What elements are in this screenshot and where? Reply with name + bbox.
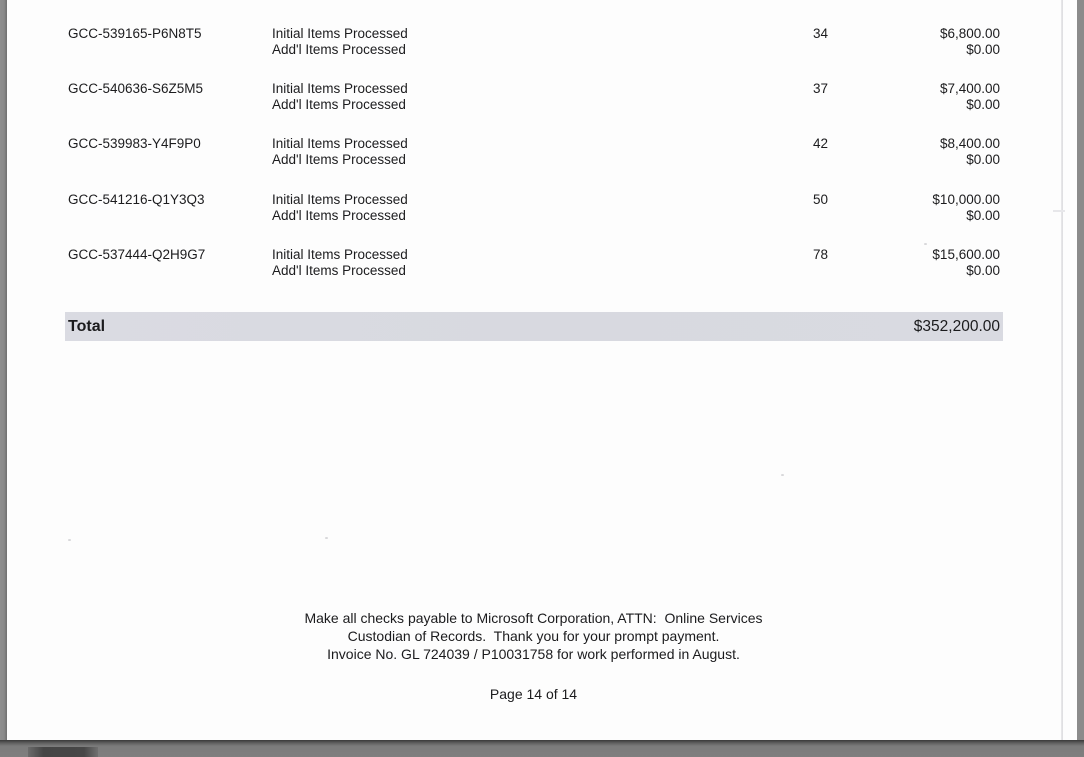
- item-amounts: [840, 136, 1000, 168]
- item-description-line1: Initial Items Processed: [272, 192, 408, 207]
- item-description: [272, 81, 408, 113]
- item-description: [272, 26, 408, 58]
- viewer-left-margin: [0, 0, 7, 740]
- item-amount-addl: $0.00: [966, 42, 1000, 57]
- item-description-line1: Initial Items Processed: [272, 81, 408, 96]
- item-amounts: [840, 192, 1000, 224]
- item-description: [272, 247, 408, 279]
- total-label: Total: [68, 318, 106, 335]
- invoice-page: [7, 0, 1077, 740]
- item-description-line1: Initial Items Processed: [272, 247, 408, 262]
- payment-note-line2: Custodian of Records. Thank you for your prompt payment.: [347, 628, 720, 644]
- item-description: [272, 192, 408, 224]
- item-amount-initial: $10,000.00: [932, 192, 1000, 207]
- scan-fold-tick: [1053, 210, 1065, 212]
- item-code: GCC-537444-Q2H9G7: [68, 247, 206, 262]
- item-quantity: 37: [812, 81, 828, 96]
- scan-fold-line: [1061, 0, 1063, 740]
- total-amount: $352,200.00: [913, 318, 1000, 335]
- item-amounts: [840, 26, 1000, 58]
- scan-speck: [781, 474, 784, 476]
- item-amount-addl: $0.00: [966, 263, 1000, 278]
- item-amount-initial: $15,600.00: [932, 247, 1000, 262]
- item-description-line2: Add'l Items Processed: [272, 97, 406, 112]
- scan-speck: [325, 537, 328, 539]
- scan-speck: [68, 539, 71, 541]
- item-amount-initial: $6,800.00: [939, 26, 1000, 41]
- item-description-line2: Add'l Items Processed: [272, 208, 406, 223]
- horizontal-scrollbar-thumb[interactable]: [28, 747, 98, 757]
- item-description-line2: Add'l Items Processed: [272, 152, 406, 167]
- scan-speck: [924, 243, 927, 245]
- item-description-line2: Add'l Items Processed: [272, 42, 406, 57]
- item-amount-initial: $8,400.00: [939, 136, 1000, 151]
- page-number-indicator: Page 14 of 14: [489, 686, 578, 702]
- payment-note: [7, 609, 1060, 663]
- item-code: GCC-540636-S6Z5M5: [68, 81, 204, 96]
- item-amount-addl: $0.00: [966, 97, 1000, 112]
- item-description-line2: Add'l Items Processed: [272, 263, 406, 278]
- horizontal-scrollbar-track[interactable]: [0, 740, 1084, 757]
- item-amounts: [840, 247, 1000, 279]
- item-code: GCC-541216-Q1Y3Q3: [68, 192, 205, 207]
- item-code: GCC-539983-Y4F9P0: [68, 136, 201, 151]
- viewer-right-margin: [1077, 0, 1084, 757]
- item-amount-addl: $0.00: [966, 152, 1000, 167]
- payment-note-line1: Make all checks payable to Microsoft Corporation, ATTN: Online Services: [304, 610, 763, 626]
- item-amounts: [840, 81, 1000, 113]
- item-quantity: 34: [812, 26, 828, 41]
- item-amount-initial: $7,400.00: [939, 81, 1000, 96]
- item-description-line1: Initial Items Processed: [272, 26, 408, 41]
- item-quantity: 50: [812, 192, 828, 207]
- item-quantity: 42: [812, 136, 828, 151]
- item-description-line1: Initial Items Processed: [272, 136, 408, 151]
- item-amount-addl: $0.00: [966, 208, 1000, 223]
- total-row: [65, 312, 1003, 341]
- item-code: GCC-539165-P6N8T5: [68, 26, 202, 41]
- item-description: [272, 136, 408, 168]
- item-quantity: 78: [812, 247, 828, 262]
- payment-note-line3: Invoice No. GL 724039 / P10031758 for work performed in August.: [327, 646, 740, 662]
